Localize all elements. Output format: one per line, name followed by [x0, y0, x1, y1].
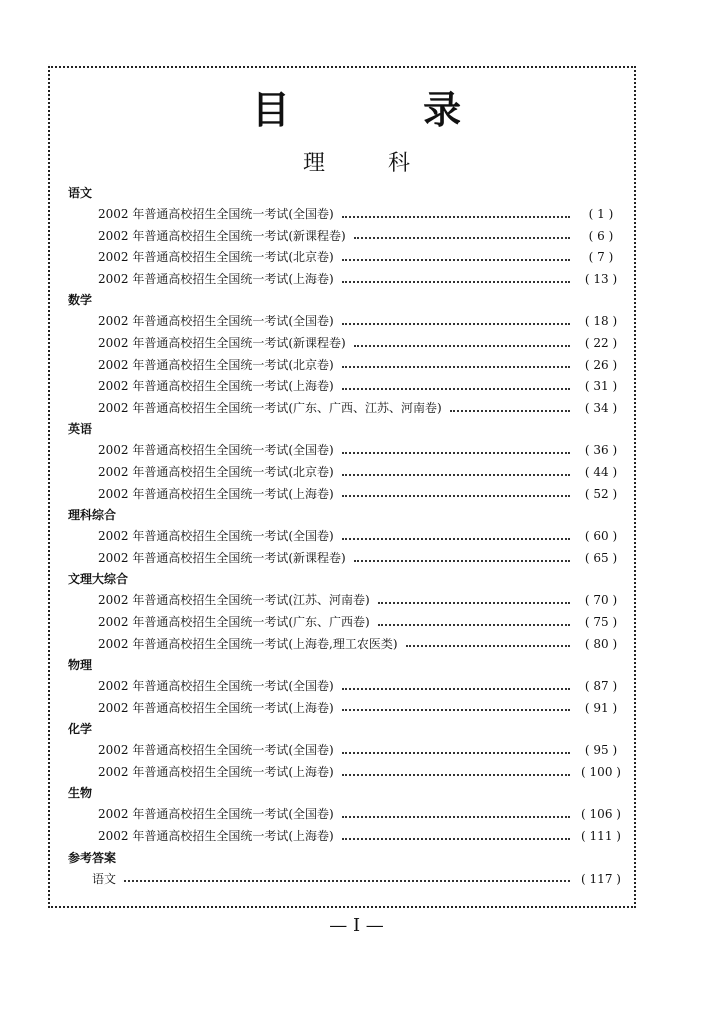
- toc-entry-page: ( 34 ): [584, 400, 618, 415]
- toc-entry-page: ( 87 ): [584, 679, 618, 694]
- section-title: 文理大综合: [68, 572, 129, 587]
- leader-dots: [342, 838, 570, 840]
- toc-entry-page: ( 52 ): [584, 486, 618, 501]
- toc-entry[interactable]: [68, 462, 624, 484]
- leader-dots: [124, 880, 570, 882]
- toc-entry[interactable]: [68, 226, 624, 248]
- toc-entry[interactable]: [68, 698, 624, 720]
- toc-entry[interactable]: [68, 333, 624, 355]
- leader-dots: [342, 259, 570, 261]
- toc-entry-page: ( 31 ): [584, 379, 618, 394]
- leader-dots: [342, 752, 570, 754]
- leader-dots: [342, 452, 570, 454]
- toc-entry-label: 2002 年普通高校招生全国统一考试(新课程卷): [98, 228, 346, 243]
- toc-entry-page: ( 36 ): [584, 443, 618, 458]
- section-title: 参考答案: [68, 850, 117, 865]
- toc-entry-page: ( 13 ): [584, 271, 618, 286]
- toc-entry-label: 2002 年普通高校招生全国统一考试(江苏、河南卷): [98, 593, 370, 608]
- toc-entry-label: 2002 年普通高校招生全国统一考试(广东、广西、江苏、河南卷): [98, 400, 442, 415]
- toc-entry-page: ( 44 ): [584, 464, 618, 479]
- leader-dots: [378, 624, 570, 626]
- toc-entry[interactable]: [68, 804, 624, 826]
- leader-dots: [354, 560, 570, 562]
- leader-dots: [342, 474, 570, 476]
- toc-entry-label: 2002 年普通高校招生全国统一考试(上海卷,理工农医类): [98, 636, 398, 651]
- toc-entry-label: 2002 年普通高校招生全国统一考试(上海卷): [98, 486, 334, 501]
- toc-entry[interactable]: [68, 676, 624, 698]
- toc-entry-page: ( 100 ): [581, 764, 621, 779]
- toc-entry-page: ( 91 ): [584, 700, 618, 715]
- leader-dots: [342, 366, 570, 368]
- toc-entry[interactable]: [68, 590, 624, 612]
- toc-entry-page: ( 6 ): [588, 228, 614, 243]
- toc-entry-page: ( 22 ): [584, 335, 618, 350]
- page-number: — I —: [329, 915, 384, 936]
- toc-entry[interactable]: [68, 376, 624, 398]
- toc-entry-page: ( 1 ): [588, 207, 614, 221]
- toc-entry[interactable]: [68, 247, 624, 269]
- toc-entry-label: 2002 年普通高校招生全国统一考试(全国卷): [98, 207, 334, 221]
- toc-entry-label: 2002 年普通高校招生全国统一考试(全国卷): [98, 314, 334, 329]
- toc-entry-label: 语文: [92, 871, 117, 886]
- leader-dots: [342, 495, 570, 497]
- toc-entry[interactable]: [68, 355, 624, 377]
- toc-entry[interactable]: [68, 826, 624, 848]
- toc-entry-page: ( 106 ): [581, 807, 621, 822]
- toc-entry-label: 2002 年普通高校招生全国统一考试(广东、广西卷): [98, 614, 370, 629]
- toc-entry[interactable]: [68, 398, 624, 420]
- toc-entry-label: 2002 年普通高校招生全国统一考试(北京卷): [98, 357, 334, 372]
- toc-entry-page: ( 70 ): [584, 593, 618, 608]
- leader-dots: [354, 237, 570, 239]
- toc-entry-page: ( 26 ): [584, 357, 618, 372]
- leader-dots: [406, 645, 570, 647]
- section-title: 化学: [68, 722, 93, 737]
- toc-entry[interactable]: [68, 740, 624, 762]
- leader-dots: [342, 688, 570, 690]
- leader-dots: [342, 774, 570, 776]
- toc-entry-page: ( 18 ): [584, 314, 618, 329]
- toc-entry-label: 2002 年普通高校招生全国统一考试(上海卷): [98, 271, 334, 286]
- leader-dots: [342, 323, 570, 325]
- page-title: 目 录: [251, 88, 522, 132]
- toc-entry[interactable]: [68, 548, 624, 570]
- toc-entry-page: ( 75 ): [584, 614, 618, 629]
- leader-dots: [342, 216, 570, 218]
- leader-dots: [450, 410, 570, 412]
- toc-entry-label: 2002 年普通高校招生全国统一考试(全国卷): [98, 743, 334, 758]
- section-title: 生物: [68, 786, 93, 801]
- leader-dots: [354, 345, 570, 347]
- leader-dots: [342, 281, 570, 283]
- toc-entry-page: ( 7 ): [588, 250, 614, 265]
- toc-entry-label: 2002 年普通高校招生全国统一考试(全国卷): [98, 807, 334, 822]
- section-title: 英语: [68, 422, 93, 437]
- section-title: 物理: [68, 658, 93, 673]
- table-of-contents: [68, 183, 624, 890]
- toc-entry[interactable]: [68, 311, 624, 333]
- toc-entry-page: ( 95 ): [584, 743, 618, 758]
- toc-entry-label: 2002 年普通高校招生全国统一考试(上海卷): [98, 700, 334, 715]
- leader-dots: [342, 816, 570, 818]
- toc-entry[interactable]: [68, 762, 624, 784]
- toc-entry-page: ( 65 ): [584, 550, 618, 565]
- toc-entry[interactable]: [68, 869, 624, 891]
- toc-entry-page: ( 80 ): [584, 636, 618, 651]
- toc-entry[interactable]: [68, 484, 624, 506]
- toc-entry-page: ( 117 ): [581, 871, 621, 886]
- toc-entry-label: 2002 年普通高校招生全国统一考试(上海卷): [98, 379, 334, 394]
- toc-entry[interactable]: [68, 612, 624, 634]
- toc-entry-label: 2002 年普通高校招生全国统一考试(全国卷): [98, 679, 334, 694]
- leader-dots: [342, 538, 570, 540]
- toc-entry-label: 2002 年普通高校招生全国统一考试(全国卷): [98, 443, 334, 458]
- section-title: 语文: [68, 186, 93, 200]
- leader-dots: [342, 388, 570, 390]
- toc-entry-page: ( 111 ): [581, 829, 621, 844]
- toc-entry-label: 2002 年普通高校招生全国统一考试(上海卷): [98, 829, 334, 844]
- toc-entry[interactable]: [68, 634, 624, 656]
- toc-entry-label: 2002 年普通高校招生全国统一考试(上海卷): [98, 764, 334, 779]
- toc-entry-label: 2002 年普通高校招生全国统一考试(新课程卷): [98, 550, 346, 565]
- section-title: 数学: [68, 293, 93, 308]
- page-subtitle: 理 科: [303, 151, 438, 176]
- toc-entry[interactable]: [68, 204, 624, 226]
- leader-dots: [342, 709, 570, 711]
- toc-entry-label: 2002 年普通高校招生全国统一考试(北京卷): [98, 250, 334, 265]
- toc-entry[interactable]: [68, 526, 624, 548]
- toc-entry[interactable]: [68, 440, 624, 462]
- section-title: 理科综合: [68, 508, 117, 523]
- toc-entry-label: 2002 年普通高校招生全国统一考试(北京卷): [98, 464, 334, 479]
- toc-entry-label: 2002 年普通高校招生全国统一考试(新课程卷): [98, 335, 346, 350]
- toc-entry-page: ( 60 ): [584, 529, 618, 544]
- leader-dots: [378, 602, 570, 604]
- toc-entry[interactable]: [68, 269, 624, 291]
- toc-entry-label: 2002 年普通高校招生全国统一考试(全国卷): [98, 529, 334, 544]
